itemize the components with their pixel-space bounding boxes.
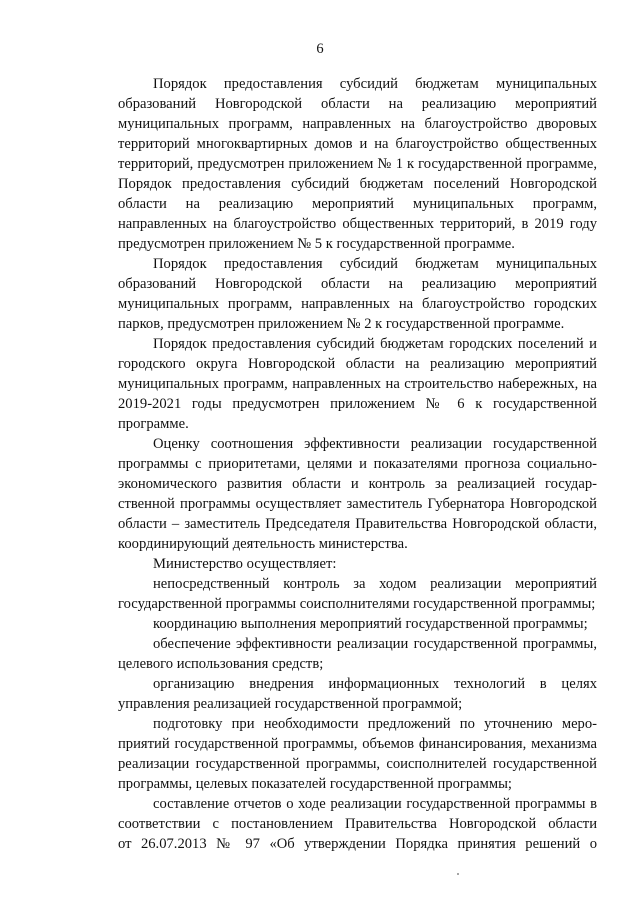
paragraph-line: предусмотрен приложением № 5 к государственной программе. (118, 236, 515, 252)
paragraph-line: территорий, предусмотрен приложением № 1 к государственной программе, (118, 156, 597, 172)
paragraph-line: организацию внедрения информационных технологий в целях (153, 676, 597, 692)
paragraph-line: координацию выполнения мероприятий государственной программы; (153, 616, 588, 632)
paragraph-line: составление отчетов о ходе реализации государственной программы в (153, 796, 597, 812)
paragraph-line: парков, предусмотрен приложением № 2 к государственной программе. (118, 316, 565, 332)
paragraph-line: области на реализацию мероприятий муниципальных программ, (118, 196, 597, 212)
paragraph-line: реализации государственной программы, соисполнителей государственной (118, 756, 597, 772)
paragraph-line: территорий многоквартирных домов и на благоустройство общественных (118, 136, 597, 152)
paragraph-line: Порядок предоставления субсидий бюджетам муниципальных (153, 76, 597, 92)
paragraph-line: обеспечение эффективности реализации государственной программы, (153, 636, 597, 652)
paragraph-line: образований Новгородской области на реализацию мероприятий (118, 96, 597, 112)
paragraph-line: непосредственный контроль за ходом реализации мероприятий (153, 576, 597, 592)
paragraph-line: целевого использования средств; (118, 656, 324, 672)
paragraph-line: от 26.07.2013 № 97 «Об утверждении Порядка принятия решений о (118, 836, 597, 852)
paragraph-line: Порядок предоставления субсидий бюджетам муниципальных (153, 256, 597, 272)
paragraph-line: муниципальных программ, направленных на благоустройство городских (118, 296, 597, 312)
paragraph-line: 2019-2021 годы предусмотрен приложением № 6 к государственной (118, 396, 597, 412)
paragraph-line: ственной программы осуществляет заместитель Губернатора Новгородской (118, 496, 597, 512)
scan-speck (457, 873, 459, 875)
paragraph-line: координирующий деятельность министерства. (118, 536, 408, 552)
paragraph-line: муниципальных программ, направленных на строительство набережных, на (118, 376, 597, 392)
paragraph-line: Порядок предоставления субсидий бюджетам поселений Новгородской (118, 176, 597, 192)
paragraph-line: направленных на благоустройство общественных территорий, в 2019 году (118, 216, 597, 232)
paragraph-line: приятий государственной программы, объемов финансирования, механизма (118, 736, 597, 752)
paragraph-line: экономического развития области и контроль за реализацией государ- (118, 476, 597, 492)
paragraph-line: соответствии с постановлением Правительства Новгородской области (118, 816, 597, 832)
paragraph-line: подготовку при необходимости предложений по уточнению меро- (153, 716, 597, 732)
paragraph-line: муниципальных программ, направленных на благоустройство дворовых (118, 116, 597, 132)
paragraph-line: программы, целевых показателей государственной программы; (118, 776, 512, 792)
paragraph-line: Министерство осуществляет: (153, 556, 337, 572)
paragraph-line: программе. (118, 416, 189, 432)
paragraph-line: управления реализацией государственной программой; (118, 696, 463, 712)
paragraph-line: государственной программы соисполнителями государственной программы; (118, 596, 596, 612)
page-number: 6 (316, 41, 324, 57)
paragraph-line: Порядок предоставления субсидий бюджетам городских поселений и (153, 336, 597, 352)
paragraph-line: городского округа Новгородской области на реализацию мероприятий (118, 356, 597, 372)
paragraph-line: образований Новгородской области на реализацию мероприятий (118, 276, 597, 292)
paragraph-line: Оценку соотношения эффективности реализации государственной (153, 436, 597, 452)
paragraph-line: программы с приоритетами, целями и показателями прогноза социально- (118, 456, 597, 472)
paragraph-line: области – заместитель Председателя Правительства Новгородской области, (118, 516, 597, 532)
